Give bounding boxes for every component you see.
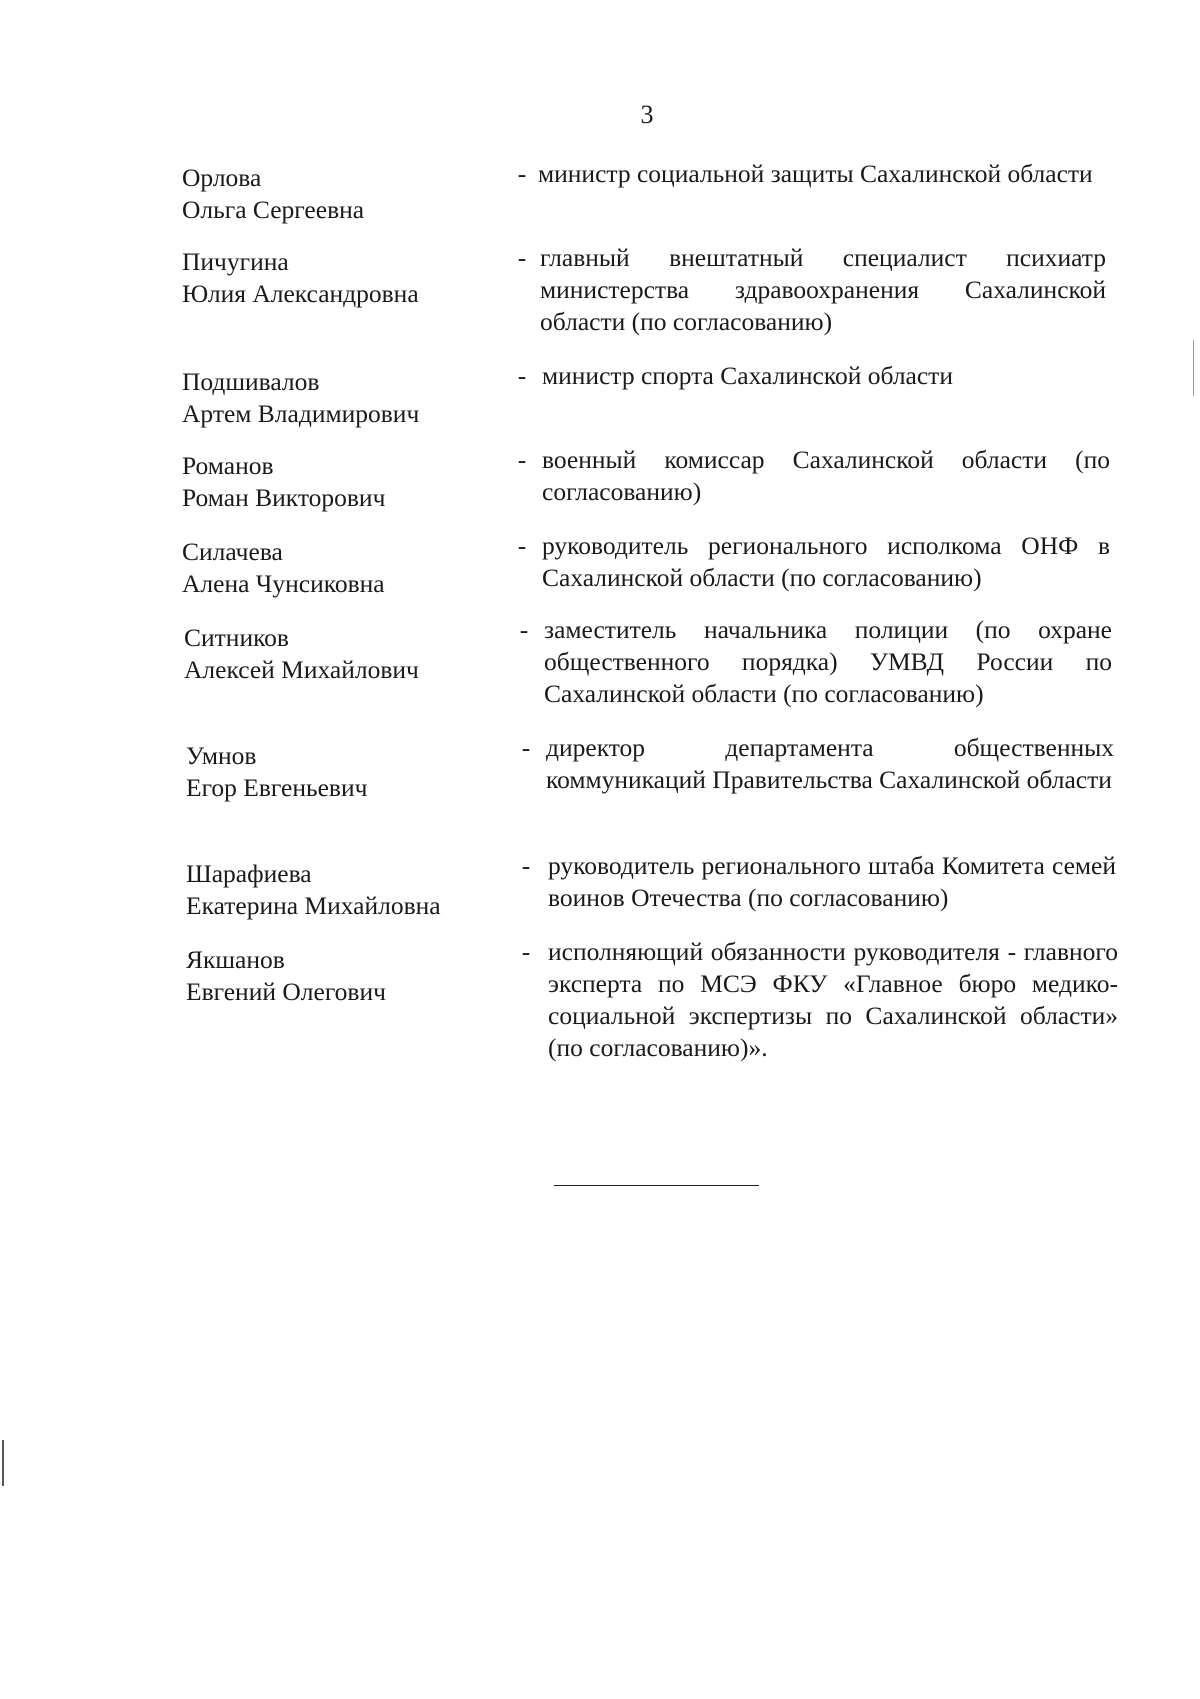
member-surname: Ситников [184,623,289,652]
member-position: исполняющий обязанности руководителя - главного эксперта по МСЭ ФКУ «Главное бюро медико-социальной экспертизы по Сахалинской области» (по согласованию)». [548,937,1118,1062]
member-position: главный внештатный специалист психиатр министерства здравоохранения Сахалинской области (по согласованию) [540,243,1106,336]
member-name [184,622,504,686]
member-surname: Подшивалов [182,367,320,396]
member-name [186,740,506,804]
member-given-names: Ольга Сергеевна [182,195,365,224]
member-position: заместитель начальника полиции (по охране общественного порядка) УМВД России по Сахалинской области (по согласованию) [544,615,1112,708]
member-dash: - [519,615,529,644]
member-given-names: Юлия Александровна [182,279,419,308]
member-position: руководитель регионального штаба Комитета семей воинов Отечества (по согласованию) [548,851,1116,912]
member-surname: Умнов [186,741,257,770]
member-surname: Пичугина [182,247,289,276]
closing-divider [554,1185,759,1186]
member-name [186,858,506,922]
member-name [182,450,502,514]
member-surname: Силачева [182,537,283,566]
member-position: руководитель регионального исполкома ОНФ в Сахалинской области (по согласованию) [542,531,1110,592]
member-dash: - [517,243,527,272]
member-dash: - [517,159,527,188]
member-position: министр социальной защиты Сахалинской области [538,159,1093,188]
member-dash: - [521,937,531,966]
member-given-names: Екатерина Михайловна [186,891,441,920]
member-surname: Орлова [182,163,262,192]
member-given-names: Евгений Олегович [186,977,386,1006]
member-given-names: Роман Викторович [182,483,386,512]
member-name [186,944,506,1008]
scan-edge-mark [1193,340,1194,396]
member-dash: - [517,361,527,390]
member-dash: - [521,733,531,762]
member-dash: - [517,531,527,560]
member-surname: Шарафиева [186,859,312,888]
page-number: 3 [640,100,654,129]
member-surname: Якшанов [186,945,285,974]
member-position: директор департамента общественных коммуникаций Правительства Сахалинской области [546,733,1114,794]
member-dash: - [517,445,527,474]
member-surname: Романов [182,451,274,480]
member-position: министр спорта Сахалинской области [542,361,953,390]
member-name [182,162,502,226]
member-name [182,366,502,430]
member-given-names: Егор Евгеньевич [186,773,368,802]
member-name [182,246,502,310]
scan-edge-mark [2,1440,4,1486]
member-position: военный комиссар Сахалинской области (по согласованию) [542,445,1110,506]
member-name [182,536,502,600]
member-given-names: Алена Чунсиковна [182,569,385,598]
member-given-names: Алексей Михайлович [184,655,419,684]
member-given-names: Артем Владимирович [182,399,420,428]
member-dash: - [521,851,531,880]
